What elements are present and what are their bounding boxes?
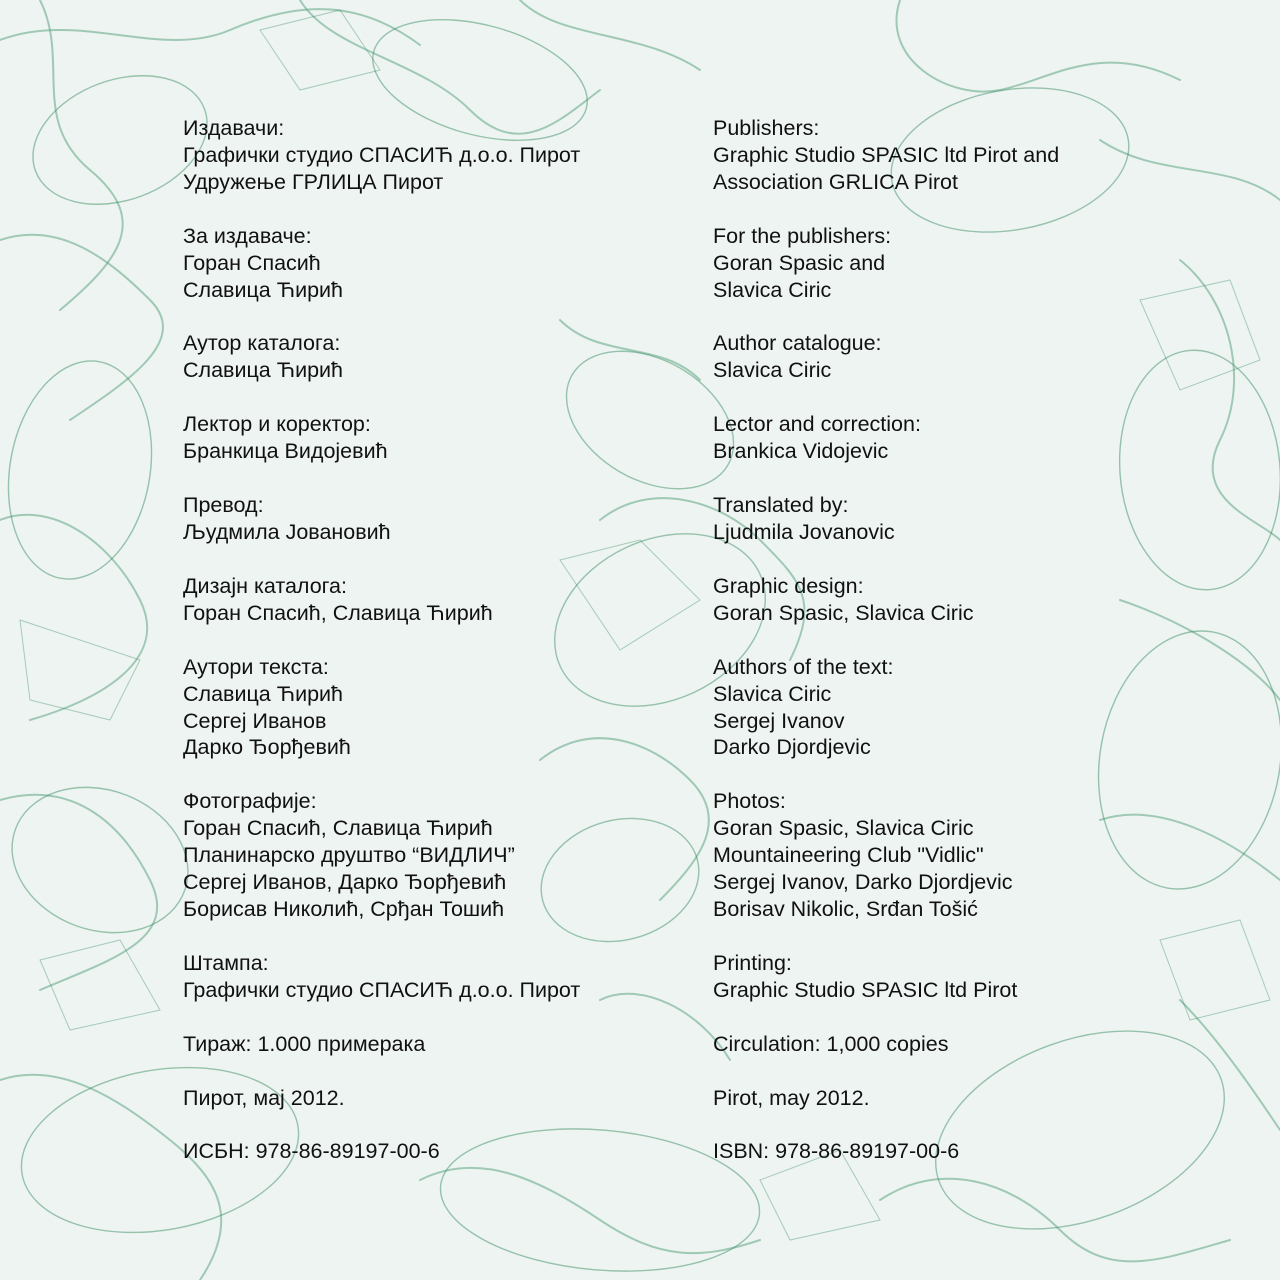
entry-value: Darko Djordjevic <box>713 735 871 760</box>
entry-heading: Translated by: <box>713 493 849 518</box>
colophon-entry <box>183 1085 683 1112</box>
entry-heading: Лектор и коректор: <box>183 412 371 437</box>
entry-heading: ISBN: 978-86-89197-00-6 <box>713 1139 960 1164</box>
colophon-entry <box>713 330 1233 384</box>
entry-value: Graphic Studio SPASIC ltd Pirot and <box>713 142 1060 167</box>
colophon-entry <box>713 1138 1233 1165</box>
colophon-entry <box>183 330 683 384</box>
entry-heading: Дизајн каталога: <box>183 573 347 598</box>
colophon-entry <box>183 1138 683 1165</box>
entry-value: Славица Ћирић <box>183 681 344 706</box>
entry-value: Људмила Јовановић <box>183 519 391 544</box>
entry-heading: Превод: <box>183 493 264 518</box>
entry-value: Slavica Ciric <box>713 681 832 706</box>
colophon-entry <box>183 1031 683 1058</box>
colophon-entry <box>713 654 1233 762</box>
colophon-entry <box>713 950 1233 1004</box>
entry-value: Brankica Vidojevic <box>713 439 889 464</box>
entry-value: Goran Spasic, Slavica Ciric <box>713 600 974 625</box>
entry-heading: Аутор каталога: <box>183 331 341 356</box>
colophon-entry <box>183 950 683 1004</box>
entry-value: Планинарско друштво “ВИДЛИЧ” <box>183 843 515 868</box>
entry-value: Goran Spasic and <box>713 250 886 275</box>
colophon-entry <box>183 115 683 196</box>
entry-value: Удружење ГРЛИЦА Пирот <box>183 169 444 194</box>
colophon-entry <box>183 411 683 465</box>
entry-heading: For the publishers: <box>713 223 892 248</box>
entry-heading: Lector and correction: <box>713 412 921 437</box>
entry-value: Графички студио СПАСИЋ д.о.о. Пирот <box>183 142 581 167</box>
entry-value: Borisav Nikolic, Srđan Tošić <box>713 896 978 921</box>
entry-value: Славица Ћирић <box>183 358 344 383</box>
entry-value: Сергеј Иванов, Дарко Ђорђевић <box>183 870 507 895</box>
entry-value: Goran Spasic, Slavica Ciric <box>713 816 974 841</box>
serbian-colophon-column <box>183 115 683 1192</box>
entry-value: Горан Спасић, Славица Ћирић <box>183 816 493 841</box>
entry-value: Slavica Ciric <box>713 358 832 383</box>
colophon-entry <box>183 654 683 762</box>
colophon-entry <box>713 788 1233 923</box>
entry-value: Бранкица Видојевић <box>183 439 388 464</box>
colophon-entry <box>183 573 683 627</box>
colophon-entry <box>713 1085 1233 1112</box>
entry-value: Графички студио СПАСИЋ д.о.о. Пирот <box>183 977 581 1002</box>
entry-value: Association GRLICA Pirot <box>713 169 958 194</box>
entry-heading: Graphic design: <box>713 573 864 598</box>
entry-value: Mountaineering Club "Vidlic" <box>713 843 984 868</box>
entry-heading: ИСБН: 978-86-89197-00-6 <box>183 1139 440 1164</box>
english-colophon-column <box>713 115 1233 1192</box>
entry-value: Ljudmila Jovanovic <box>713 519 895 544</box>
entry-heading: Издавачи: <box>183 116 285 140</box>
entry-heading: Circulation: 1,000 copies <box>713 1031 949 1056</box>
entry-heading: Printing: <box>713 950 792 975</box>
entry-heading: За издаваче: <box>183 223 312 248</box>
entry-heading: Пирот, мај 2012. <box>183 1085 345 1110</box>
colophon-entry <box>713 411 1233 465</box>
colophon-entry <box>183 492 683 546</box>
entry-value: Graphic Studio SPASIC ltd Pirot <box>713 977 1018 1002</box>
colophon-entry <box>713 573 1233 627</box>
entry-value: Sergej Ivanov, Darko Djordjevic <box>713 870 1013 895</box>
colophon-entry <box>713 223 1233 304</box>
entry-value: Slavica Ciric <box>713 277 832 302</box>
entry-value: Славица Ћирић <box>183 277 344 302</box>
entry-heading: Аутори текста: <box>183 654 329 679</box>
entry-heading: Тираж: 1.000 примерака <box>183 1031 426 1056</box>
entry-value: Дарко Ђорђевић <box>183 735 351 760</box>
entry-value: Сергеј Иванов <box>183 708 327 733</box>
entry-value: Борисав Николић, Срђан Тошић <box>183 896 505 921</box>
entry-heading: Publishers: <box>713 116 820 140</box>
colophon-entry <box>713 1031 1233 1058</box>
entry-heading: Author catalogue: <box>713 331 882 356</box>
colophon-entry <box>183 223 683 304</box>
entry-heading: Pirot, may 2012. <box>713 1085 870 1110</box>
entry-heading: Photos: <box>713 789 786 814</box>
entry-value: Sergej Ivanov <box>713 708 845 733</box>
colophon-entry <box>183 788 683 923</box>
entry-heading: Штампа: <box>183 950 269 975</box>
entry-heading: Authors of the text: <box>713 654 894 679</box>
entry-value: Горан Спасић, Славица Ћирић <box>183 600 493 625</box>
entry-value: Горан Спасић <box>183 250 321 275</box>
colophon-entry <box>713 492 1233 546</box>
entry-heading: Фотографије: <box>183 789 317 814</box>
colophon-entry <box>713 115 1233 196</box>
